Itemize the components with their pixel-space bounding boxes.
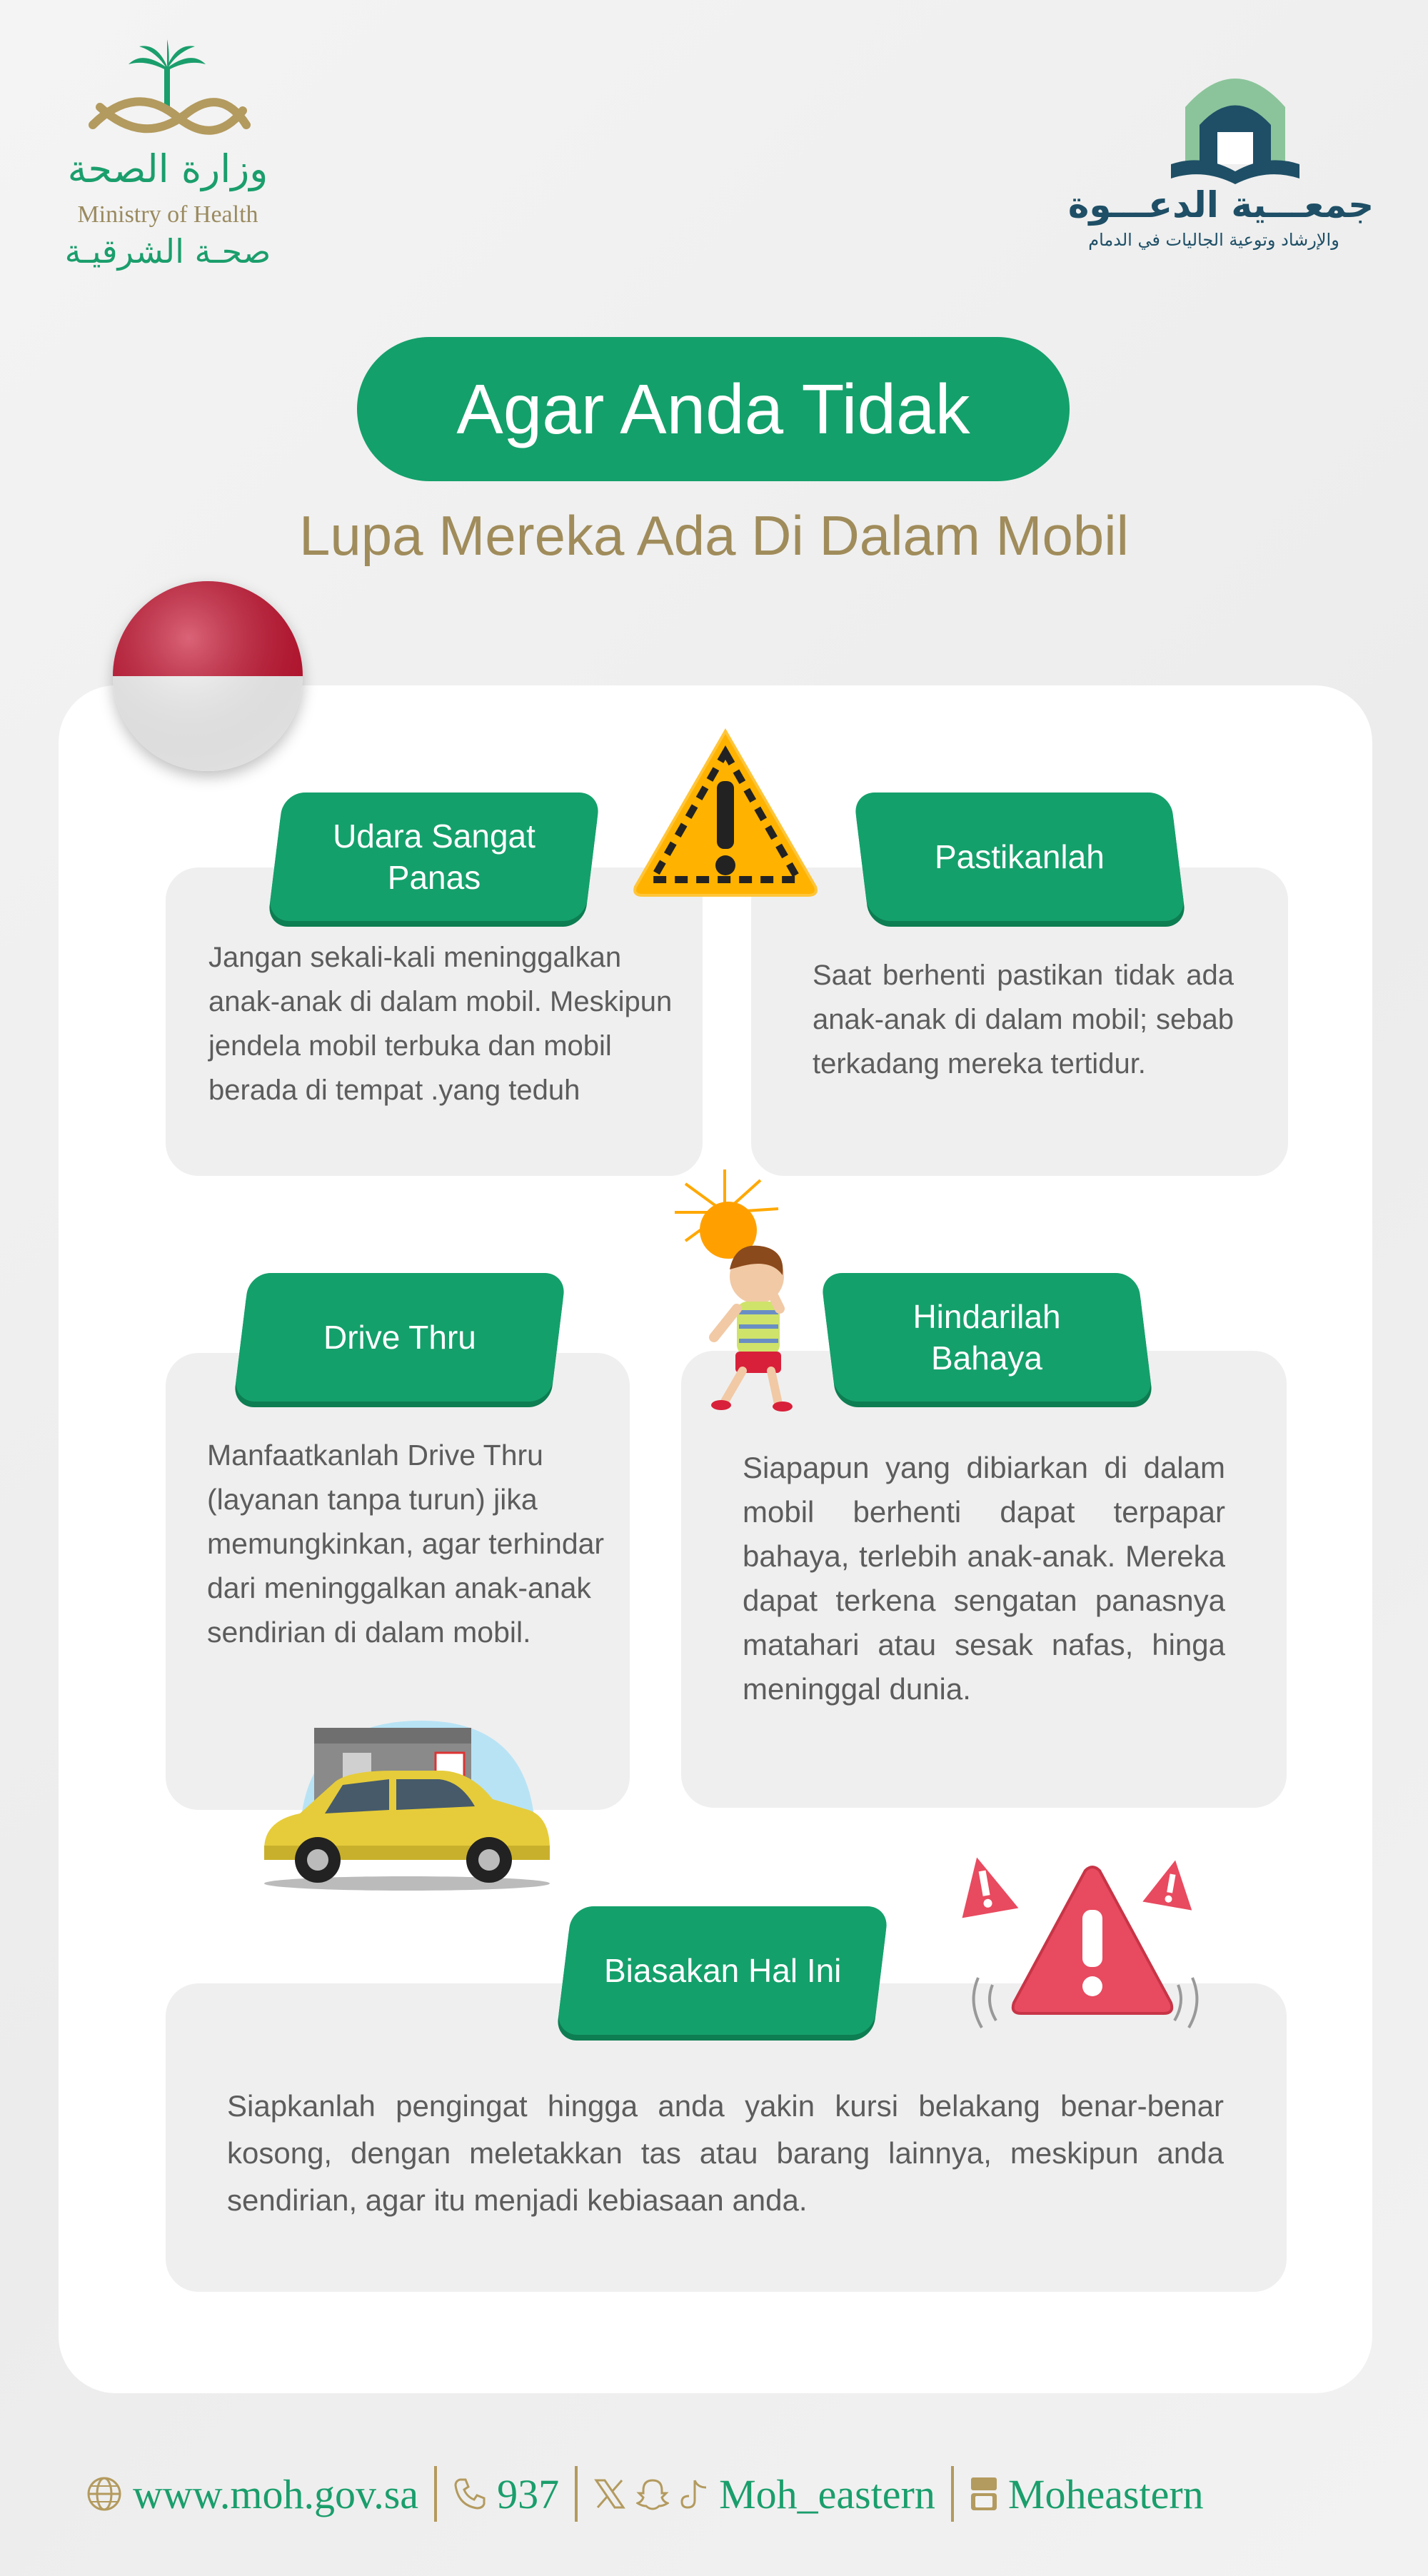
footer-divider — [575, 2466, 578, 2522]
page-subtitle: Lupa Mereka Ada Di Dalam Mobil — [299, 504, 1129, 567]
section-heading: Hindarilah Bahaya — [820, 1273, 1153, 1402]
section-heading: Biasakan Hal Ini — [556, 1906, 889, 2035]
youtube-icon — [970, 2476, 998, 2512]
section-heading: Drive Thru — [233, 1273, 566, 1402]
section-body: Manfaatkanlah Drive Thru (layanan tanpa turun) jika memungkinkan, agar terhindar dari meninggalkan anak-anak sendirian di dalam mobil. — [207, 1439, 605, 1649]
social-link[interactable] — [593, 2470, 935, 2518]
indonesia-flag-icon — [113, 581, 303, 771]
globe-icon — [86, 2475, 123, 2512]
section-heading: Pastikanlah — [853, 793, 1186, 921]
dawa-logo — [1157, 57, 1314, 186]
dawa-arabic-name: جمعـــية الدعـــوة — [1067, 184, 1374, 226]
footer-divider — [434, 2466, 437, 2522]
alert-triangles-icon — [957, 1849, 1214, 2042]
section-body: Siapkanlah pengingat hingga anda yakin kursi belakang benar-benar kosong, dengan meletakkan tas atau barang lainnya, meskipun anda sendirian, agar itu menjadi kebiasaan anda. — [227, 2089, 1224, 2217]
x-icon — [593, 2477, 626, 2510]
footer-divider — [951, 2466, 954, 2522]
footer — [86, 2455, 1357, 2533]
page-title: Agar Anda Tidak — [357, 337, 1070, 481]
moh-english-name: Ministry of Health — [77, 201, 258, 228]
section-body: Siapapun yang dibiarkan di dalam mobil berhenti dapat terpapar bahaya, terlebih anak-anak. Mereka dapat terkena sengatan panasnya matahari atau sesak nafas, hinga meninggal dunia. — [743, 1451, 1225, 1706]
mosque-book-icon — [1157, 57, 1314, 186]
sweating-boy-sun-icon — [657, 1169, 821, 1419]
drive-thru-car-icon — [257, 1714, 557, 1899]
social-handle-text: Moh_eastern — [719, 2470, 935, 2517]
dawa-arabic-subtitle: والإرشاد وتوعية الجاليات في الدمام — [1088, 230, 1339, 250]
website-link[interactable] — [86, 2470, 418, 2518]
website-text: www.moh.gov.sa — [133, 2470, 419, 2517]
warning-triangle-icon — [628, 724, 823, 904]
phone-icon — [453, 2477, 487, 2511]
section-heading: Udara Sangat Panas — [268, 793, 600, 921]
phone-text: 937 — [497, 2470, 560, 2517]
snapchat-icon — [636, 2477, 669, 2510]
moh-emblem-icon — [50, 39, 286, 146]
phone-link[interactable] — [453, 2470, 559, 2518]
youtube-handle-text: Moheastern — [1007, 2470, 1204, 2517]
youtube-link[interactable] — [970, 2470, 1204, 2518]
moh-region-name: صحـة الشرقيـة — [64, 232, 271, 271]
section-body: Jangan sekali-kali meninggalkan anak-anak di dalam mobil. Meskipun jendela mobil terbuka dan mobil berada di tempat .yang teduh — [208, 942, 673, 1106]
tiktok-icon — [679, 2477, 709, 2510]
section-body: Saat berhenti pastikan tidak ada anak-anak di dalam mobil; sebab terkadang mereka tertidur. — [813, 960, 1234, 1080]
moh-arabic-name: وزارة الصحة — [67, 146, 268, 191]
